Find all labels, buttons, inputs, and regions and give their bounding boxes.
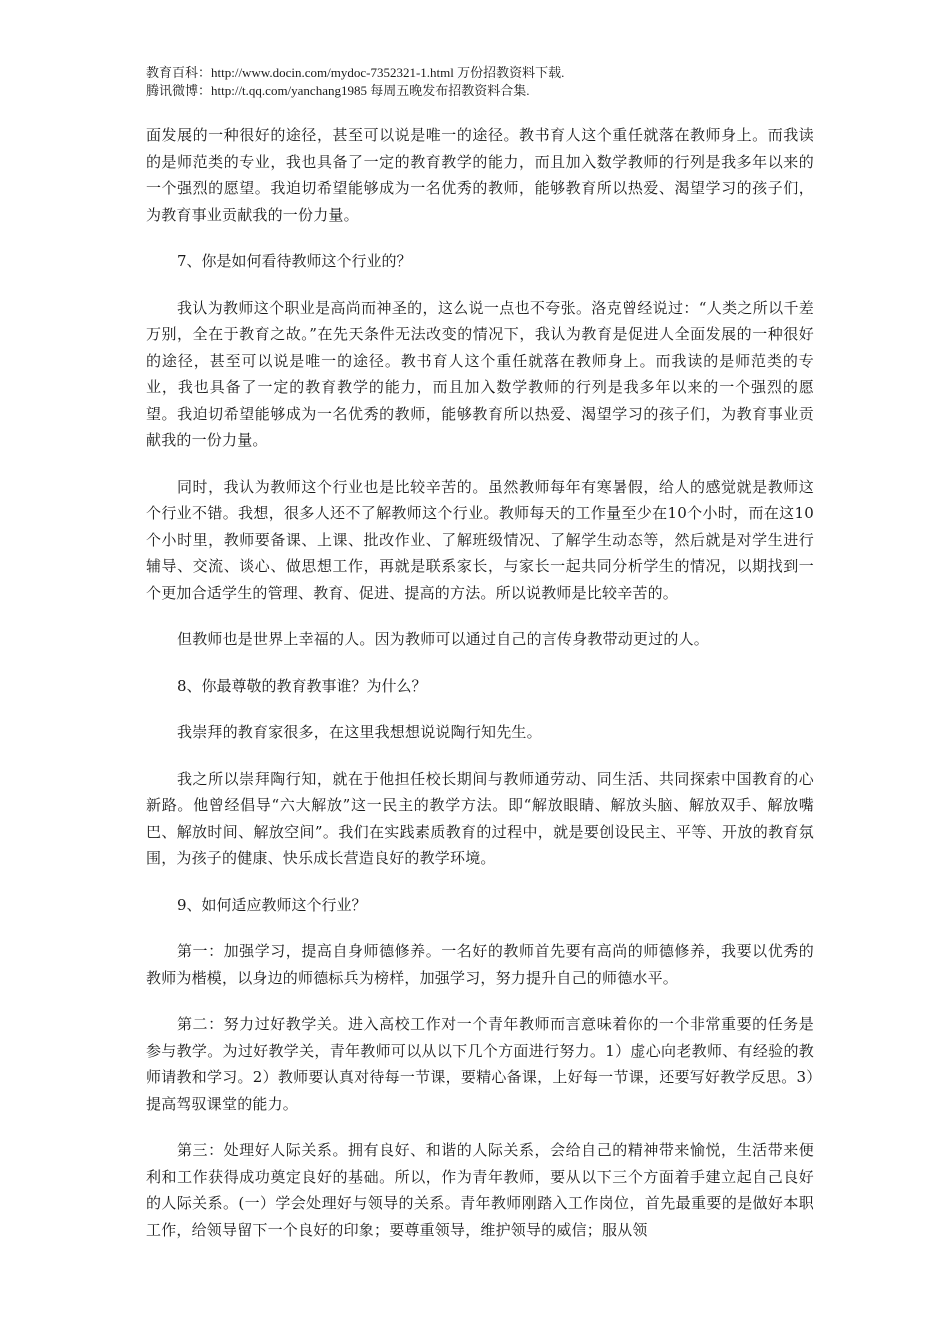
question-8-heading: 8、你最尊敬的教育教事谁？为什么？ (177, 676, 427, 695)
header-line-2: 腾讯微博：http://t.qq.com/yanchang1985 每周五晚发布招教资料合集. (146, 83, 530, 98)
question-9-heading: 9、如何适应教师这个行业？ (177, 895, 367, 914)
answer-9-paragraph-2: 第二：努力过好教学关。进入高校工作对一个青年教师而言意味着你的一个非常重要的任务是参与教学。为过好教学关，青年教师可以从以下几个方面进行努力。1）虚心向老教师、有经验的教师请教和学习。2）教师要认真对待每一节课，要精心备课，上好每一节课，还要写好教学反思。3）提高驾驭课堂的能力。 (146, 1015, 814, 1113)
document-page (146, 64, 814, 1263)
answer-8-paragraph-2: 我之所以崇拜陶行知，就在于他担任校长期间与教师通劳动、同生活、共同探索中国教育的心新路。他曾经倡导“六大解放”这一民主的教学方法。即“解放眼睛、解放头脑、解放双手、解放嘴巴、解放时间、解放空间”。我们在实践素质教育的过程中，就是要创设民主、平等、开放的教育氛围，为孩子的健康、快乐成长营造良好的教学环境。 (146, 769, 814, 867)
question-7-heading: 7、你是如何看待教师这个行业的？ (177, 252, 412, 270)
answer-7-paragraph-1: 我认为教师这个职业是高尚而神圣的，这么说一点也不夸张。洛克曾经说过：“人类之所以千差万别，全在于教育之故。”在先天条件无法改变的情况下，我认为教育是促进人全面发展的一种很好的途径，甚至可以说是唯一的途径。教书育人这个重任就落在教师身上。而我读的是师范类的专业，我也具备了一定的教育教学的能力，而且加入数学教师的行列是我多年以来的一个强烈的愿望。我迫切希望能够成为一名优秀的教师，能够教育所以热爱、渴望学习的孩子们，为教育事业贡献我的一份力量。 (146, 298, 814, 449)
paragraph-continued: 面发展的一种很好的途径，甚至可以说是唯一的途径。教书育人这个重任就落在教师身上。而我读的是师范类的专业，我也具备了一定的教育教学的能力，而且加入数学教师的行列是我多年以来的一个强烈的愿望。我迫切希望能够成为一名优秀的教师，能够教育所以热爱、渴望学习的孩子们，为教育事业贡献我的一份力量。 (146, 126, 814, 224)
answer-7-paragraph-3: 但教师也是世界上幸福的人。因为教师可以通过自己的言传身教带动更过的人。 (177, 630, 710, 648)
answer-9-paragraph-3: 第三：处理好人际关系。拥有良好、和谐的人际关系，会给自己的精神带来愉悦，生活带来便利和工作获得成功奠定良好的基础。所以，作为青年教师，要从以下三个方面着手建立起自己良好的人际关系。(一）学会处理好与领导的关系。青年教师刚踏入工作岗位，首先最重要的是做好本职工作，给领导留下一个良好的印象；要尊重领导，维护领导的威信；服从领 (146, 1141, 814, 1239)
answer-7-paragraph-2: 同时，我认为教师这个行业也是比较辛苦的。虽然教师每年有寒暑假，给人的感觉就是教师这个行业不错。我想，很多人还不了解教师这个行业。教师每天的工作量至少在10个小时，而在这10个小时里，教师要备课、上课、批改作业、了解班级情况、了解学生动态等，然后就是对学生进行辅导、交流、谈心、做思想工作，再就是联系家长，与家长一起共同分析学生的情况，以期找到一个更加合适学生的管理、教育、促进、提高的方法。所以说教师是比较辛苦的。 (146, 477, 814, 602)
header-line-1: 教育百科：http://www.docin.com/mydoc-7352321-1.html 万份招教资料下载. (146, 65, 565, 80)
answer-9-paragraph-1: 第一：加强学习，提高自身师德修养。一名好的教师首先要有高尚的师德修养，我要以优秀的教师为楷模，以身边的师德标兵为榜样，加强学习，努力提升自己的师德水平。 (146, 942, 814, 987)
answer-8-paragraph-1: 我崇拜的教育家很多，在这里我想想说说陶行知先生。 (177, 723, 542, 741)
document-header (146, 64, 814, 100)
